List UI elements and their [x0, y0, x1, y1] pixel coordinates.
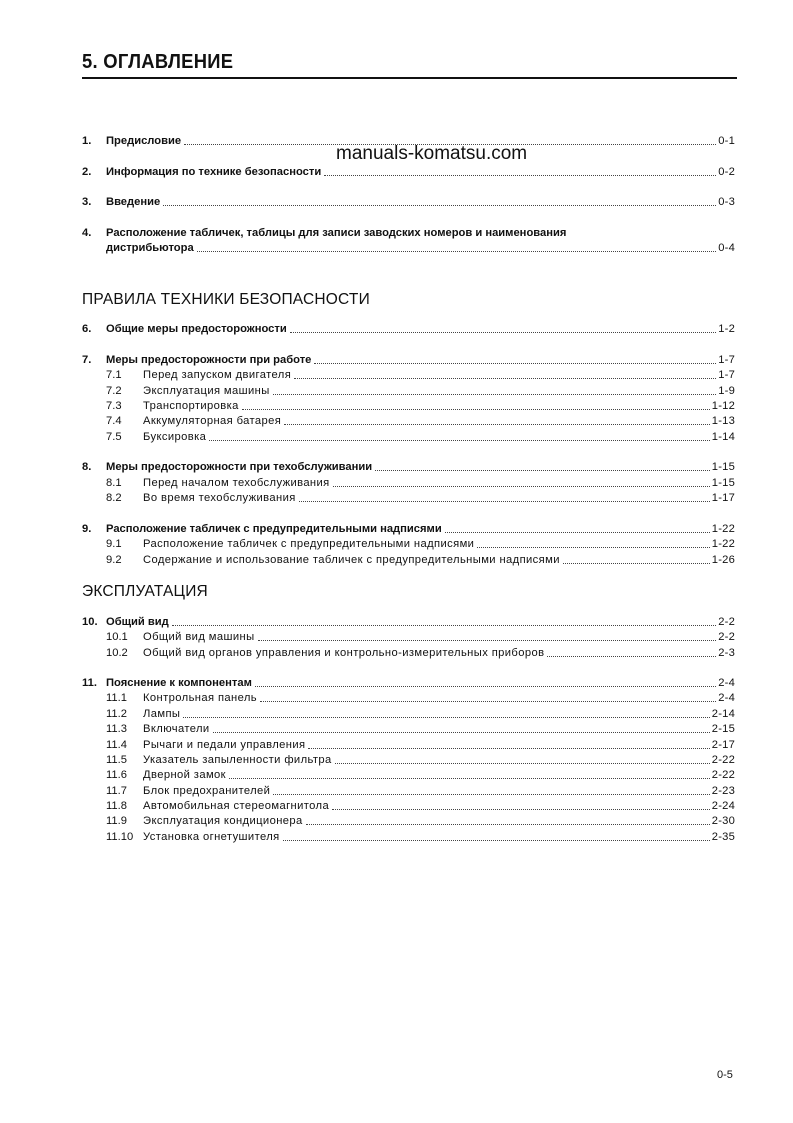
- entry-page: 2-24: [711, 800, 735, 812]
- leader-dots: [209, 439, 709, 441]
- entry-label: Введение: [106, 196, 161, 208]
- entry-label: Предисловие: [106, 135, 182, 147]
- leader-dots: [255, 685, 716, 687]
- toc-subentry[interactable]: [82, 829, 735, 844]
- entry-number: 8.1: [106, 477, 122, 489]
- toc-entry[interactable]: [82, 675, 735, 690]
- leader-dots: [306, 823, 710, 825]
- entry-page: 1-15: [711, 477, 735, 489]
- entry-number: 11.9: [106, 815, 127, 827]
- leader-dots: [290, 331, 717, 333]
- entry-page: 0-2: [718, 166, 735, 178]
- entry-page: 1-12: [711, 400, 735, 412]
- entry-label: Установка огнетушителя: [143, 831, 280, 843]
- toc-subentry[interactable]: [82, 552, 735, 567]
- leader-dots: [445, 531, 710, 533]
- toc-subentry[interactable]: [82, 429, 735, 444]
- toc-entry[interactable]: [82, 352, 735, 367]
- entry-number: 11.: [82, 677, 97, 689]
- entry-label: Указатель запыленности фильтра: [143, 754, 332, 766]
- toc-subentry[interactable]: [82, 475, 735, 490]
- entry-number: 1.: [82, 135, 92, 147]
- entry-page: 2-2: [718, 631, 735, 643]
- toc-subentry[interactable]: [82, 413, 735, 428]
- toc-subentry[interactable]: [82, 706, 735, 721]
- entry-label: Пояснение к компонентам: [106, 677, 252, 689]
- footer-page-number: 0-5: [717, 1069, 733, 1081]
- leader-dots: [172, 624, 716, 626]
- entry-page: 1-17: [711, 492, 735, 504]
- entry-number: 11.10: [106, 831, 134, 843]
- leader-dots: [260, 700, 716, 702]
- entry-number: 4.: [82, 227, 92, 239]
- entry-page: 1-22: [711, 523, 735, 535]
- toc-subentry[interactable]: [82, 798, 735, 813]
- leader-dots: [258, 639, 717, 641]
- leader-dots: [324, 174, 716, 176]
- page-title: 5. ОГЛАВЛЕНИЕ: [82, 51, 234, 73]
- leader-dots: [477, 546, 709, 548]
- entry-page: 1-7: [718, 354, 735, 366]
- entry-label: Во время техобслуживания: [143, 492, 296, 504]
- entry-label: Перед началом техобслуживания: [143, 477, 330, 489]
- entry-number: 10.: [82, 616, 98, 628]
- toc-entry[interactable]: [82, 194, 735, 209]
- toc-subentry[interactable]: [82, 383, 735, 398]
- entry-label: Автомобильная стереомагнитола: [143, 800, 330, 812]
- entry-label: Меры предосторожности при техобслуживании: [106, 461, 373, 473]
- leader-dots: [283, 839, 710, 841]
- leader-dots: [333, 485, 710, 487]
- toc-entry[interactable]: [82, 321, 735, 336]
- leader-dots: [332, 808, 710, 810]
- entry-number: 11.2: [106, 708, 127, 720]
- entry-label: Контрольная панель: [143, 692, 258, 704]
- entry-page: 2-22: [711, 769, 735, 781]
- toc-subentry[interactable]: [82, 536, 735, 551]
- entry-label: Блок предохранителей: [143, 785, 271, 797]
- entry-label: Расположение табличек с предупредительными надписями: [106, 523, 442, 535]
- toc-entry[interactable]: [82, 164, 735, 179]
- entry-label: Транспортировка: [143, 400, 239, 412]
- entry-page: 1-2: [718, 323, 735, 335]
- entry-page: 1-22: [711, 538, 735, 550]
- entry-number: 7.1: [106, 369, 122, 381]
- entry-number: 9.: [82, 523, 92, 535]
- entry-page: 2-3: [718, 647, 735, 659]
- entry-number: 11.3: [106, 723, 127, 735]
- entry-number: 8.: [82, 461, 92, 473]
- entry-number: 11.4: [106, 739, 127, 751]
- entry-number: 9.1: [106, 538, 122, 550]
- leader-dots: [284, 423, 710, 425]
- leader-dots: [563, 562, 710, 564]
- entry-label: Расположение табличек с предупредительными надписями: [143, 538, 475, 550]
- toc-entry[interactable]: [82, 225, 735, 240]
- entry-page: 1-26: [711, 554, 735, 566]
- toc-subentry[interactable]: [82, 398, 735, 413]
- entry-label: Общие меры предосторожности: [106, 323, 287, 335]
- entry-label: Перед запуском двигателя: [143, 369, 292, 381]
- leader-dots: [375, 469, 710, 471]
- entry-number: 9.2: [106, 554, 122, 566]
- title-divider: [82, 77, 737, 79]
- entry-page: 0-3: [718, 196, 735, 208]
- entry-page: 1-14: [711, 431, 735, 443]
- toc-entry[interactable]: [82, 459, 735, 474]
- entry-label: Лампы: [143, 708, 181, 720]
- entry-page: 2-14: [711, 708, 735, 720]
- entry-page: 0-1: [718, 135, 735, 147]
- toc-subentry[interactable]: [82, 645, 735, 660]
- toc-subentry[interactable]: [82, 690, 735, 705]
- entry-label: Расположение табличек, таблицы для записи заводских номеров и наименования: [106, 227, 567, 239]
- entry-number: 10.2: [106, 647, 128, 659]
- entry-number: 7.3: [106, 400, 122, 412]
- entry-number: 11.6: [106, 769, 127, 781]
- entry-label: Меры предосторожности при работе: [106, 354, 312, 366]
- entry-page: 2-30: [711, 815, 735, 827]
- entry-label: Аккумуляторная батарея: [143, 415, 282, 427]
- entry-label: Эксплуатация машины: [143, 385, 270, 397]
- entry-number: 7.: [82, 354, 92, 366]
- toc-subentry[interactable]: [82, 490, 735, 505]
- toc-subentry[interactable]: [82, 629, 735, 644]
- entry-label: Общий вид органов управления и контрольно-измерительных приборов: [143, 647, 545, 659]
- toc-subentry[interactable]: [82, 737, 735, 752]
- entry-number: 11.8: [106, 800, 127, 812]
- toc-subentry[interactable]: [82, 367, 735, 382]
- entry-number: 11.5: [106, 754, 127, 766]
- entry-page: 2-4: [718, 692, 735, 704]
- toc-entry-continuation[interactable]: [82, 240, 735, 255]
- entry-label: Содержание и использование табличек с предупредительными надписями: [143, 554, 560, 566]
- leader-dots: [163, 204, 716, 206]
- leader-dots: [229, 777, 710, 779]
- entry-number: 10.1: [106, 631, 128, 643]
- entry-page: 2-4: [718, 677, 735, 689]
- entry-number: 3.: [82, 196, 92, 208]
- entry-page: 2-23: [711, 785, 735, 797]
- entry-page: 0-4: [718, 242, 735, 254]
- entry-number: 6.: [82, 323, 92, 335]
- section-heading-operation: ЭКСПЛУАТАЦИЯ: [82, 583, 208, 600]
- entry-number: 2.: [82, 166, 92, 178]
- leader-dots: [213, 731, 710, 733]
- leader-dots: [273, 793, 710, 795]
- entry-number: 11.7: [106, 785, 127, 797]
- leader-dots: [335, 762, 710, 764]
- leader-dots: [314, 362, 716, 364]
- entry-label: Эксплуатация кондиционера: [143, 815, 303, 827]
- entry-page: 2-15: [711, 723, 735, 735]
- entry-number: 7.2: [106, 385, 122, 397]
- toc-subentry[interactable]: [82, 813, 735, 828]
- entry-page: 2-35: [711, 831, 735, 843]
- entry-page: 1-15: [711, 461, 735, 473]
- entry-page: 2-22: [711, 754, 735, 766]
- entry-number: 7.4: [106, 415, 122, 427]
- entry-page: 1-13: [711, 415, 735, 427]
- entry-page: 2-2: [718, 616, 735, 628]
- entry-label: Информация по технике безопасности: [106, 166, 322, 178]
- entry-label: Дверной замок: [143, 769, 226, 781]
- toc-subentry[interactable]: [82, 752, 735, 767]
- entry-label: Рычаги и педали управления: [143, 739, 306, 751]
- toc-entry[interactable]: [82, 521, 735, 536]
- watermark: manuals-komatsu.com: [336, 143, 528, 164]
- toc-subentry[interactable]: [82, 767, 735, 782]
- entry-page: 2-17: [711, 739, 735, 751]
- leader-dots: [273, 393, 717, 395]
- leader-dots: [308, 747, 709, 749]
- leader-dots: [299, 500, 710, 502]
- entry-number: 8.2: [106, 492, 122, 504]
- entry-label: Общий вид: [106, 616, 169, 628]
- entry-label: Общий вид машины: [143, 631, 255, 643]
- entry-page: 1-9: [718, 385, 735, 397]
- entry-number: 11.1: [106, 692, 127, 704]
- toc-entry[interactable]: [82, 614, 735, 629]
- leader-dots: [242, 408, 710, 410]
- leader-dots: [197, 250, 717, 252]
- entry-label: Буксировка: [143, 431, 207, 443]
- entry-page: 1-7: [718, 369, 735, 381]
- entry-number: 7.5: [106, 431, 122, 443]
- leader-dots: [294, 377, 716, 379]
- toc-subentry[interactable]: [82, 783, 735, 798]
- entry-label: дистрибьютора: [106, 242, 194, 254]
- leader-dots: [183, 716, 709, 718]
- section-heading-safety: ПРАВИЛА ТЕХНИКИ БЕЗОПАСНОСТИ: [82, 291, 370, 308]
- toc-subentry[interactable]: [82, 721, 735, 736]
- entry-label: Включатели: [143, 723, 210, 735]
- leader-dots: [547, 655, 716, 657]
